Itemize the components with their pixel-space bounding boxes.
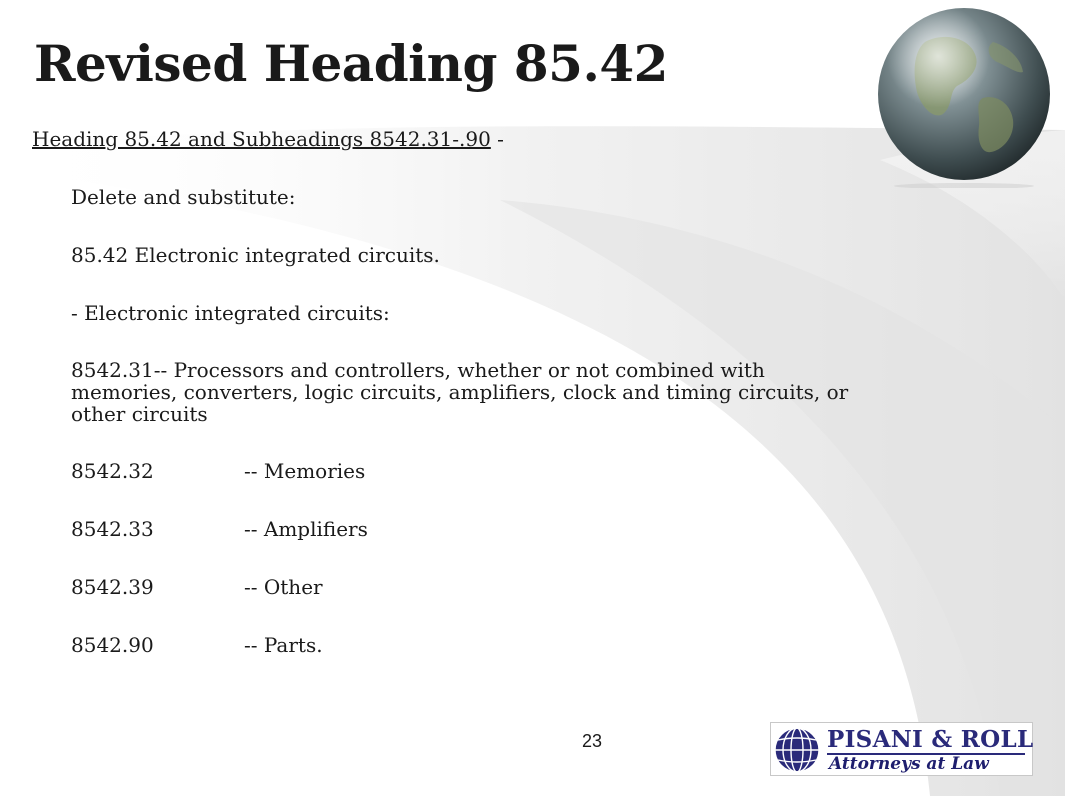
processors-subheading: 8542.31-- Processors and controllers, whether or not combined with memories, converters, logic circuits, amplifiers, clock and timing circuits, or other circuits bbox=[71, 358, 849, 426]
heading-reference-link: Heading 85.42 and Subheadings 8542.31-.90 bbox=[32, 127, 491, 151]
subheading-description: -- Amplifiers bbox=[244, 517, 368, 541]
logo-firm-name: PISANI & ROLL bbox=[827, 726, 1034, 753]
subheading-row bbox=[32, 575, 852, 599]
subheading-code: 8542.33 bbox=[71, 517, 154, 541]
subheading-row bbox=[32, 517, 852, 541]
lead-line bbox=[32, 127, 852, 151]
firm-logo bbox=[770, 722, 1033, 776]
subheading-code: 8542.39 bbox=[71, 575, 154, 599]
subheading-description: -- Memories bbox=[244, 459, 366, 483]
subheading-group-label: - Electronic integrated circuits: bbox=[71, 301, 390, 325]
slide-number: 23 bbox=[582, 731, 603, 751]
logo-tagline: Attorneys at Law bbox=[829, 754, 989, 774]
subheading-description: -- Other bbox=[244, 575, 323, 599]
subheading-description: -- Parts. bbox=[244, 633, 323, 657]
earth-globe-icon bbox=[873, 2, 1055, 188]
heading-description: 85.42 Electronic integrated circuits. bbox=[71, 243, 440, 267]
slide-title: Revised Heading 85.42 bbox=[34, 34, 668, 93]
subheading-row bbox=[32, 633, 852, 657]
logo-globe-icon bbox=[773, 726, 821, 774]
lead-suffix: - bbox=[490, 127, 504, 151]
slide-body bbox=[32, 127, 852, 691]
subheading-code: 8542.32 bbox=[71, 459, 154, 483]
subheading-row bbox=[32, 459, 852, 483]
instruction-text: Delete and substitute: bbox=[71, 185, 296, 209]
subheading-code: 8542.90 bbox=[71, 633, 154, 657]
